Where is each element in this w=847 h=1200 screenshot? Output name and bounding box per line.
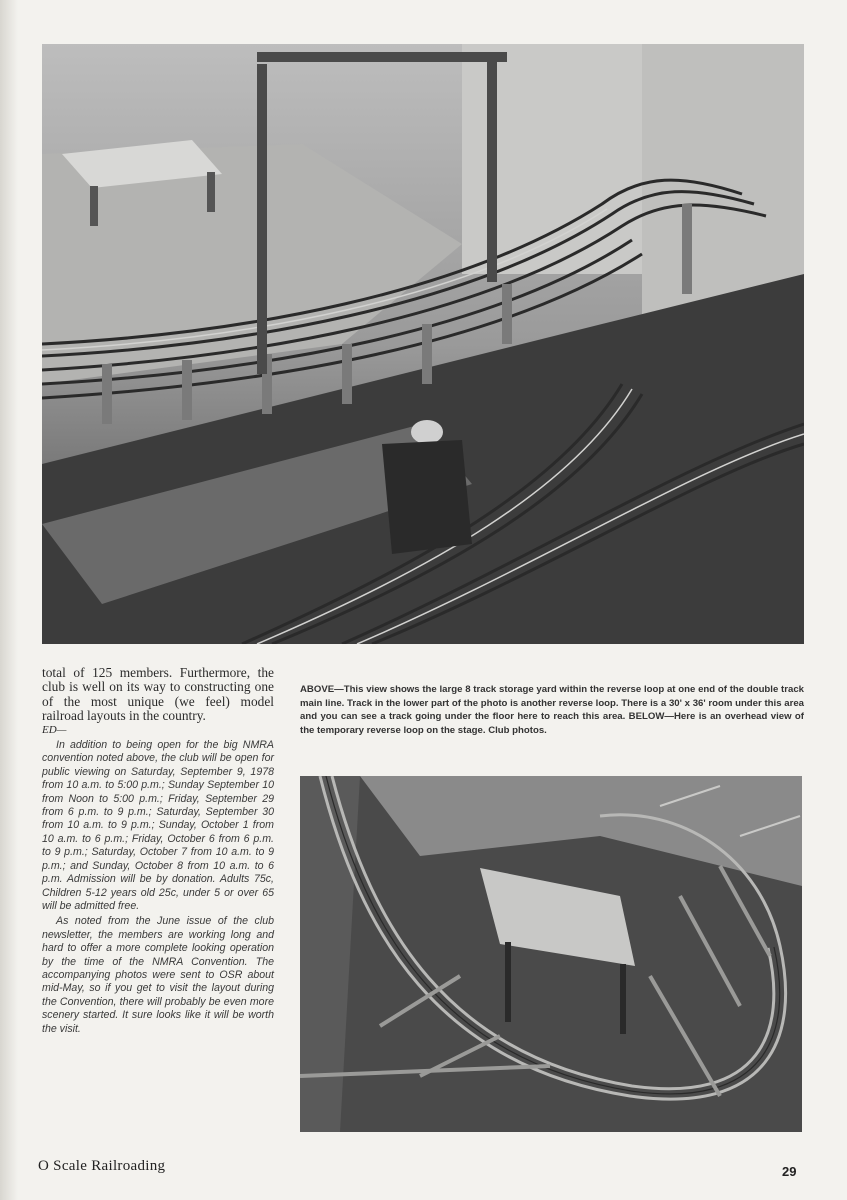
storage-yard-photo-drawing — [42, 44, 804, 644]
article-paragraph-newsletter: As noted from the June issue of the club newsletter, the members are working long and hard to offer a more complete looking operation by the time of the NMRA Convention. The accompanying photos were sent to OSR about mid-May, so if you get to visit the layout during the Convention, there will probably be even more scenery started. It sure looks like it will be worth the visit. — [42, 915, 274, 1035]
article-text-column — [42, 666, 274, 1038]
photo-caption: ABOVE—This view shows the large 8 track storage yard within the reverse loop at one end of the double track main line. Track in the lower part of the photo is another reverse loop. There is a 30' x 36' room under this area and you can see a track going under the floor here to reach this area. BELOW—Here is an overhead view of the temporary reverse loop on the stage. Club photos. — [300, 684, 804, 736]
article-lead-paragraph: total of 125 members. Furthermore, the club is well on its way to constructing one of the most unique (we feel) model railroad layouts in the country. — [42, 665, 274, 724]
reverse-loop-photo — [300, 776, 802, 1132]
reverse-loop-photo-drawing — [300, 776, 802, 1132]
magazine-title-footer: O Scale Railroading — [38, 1158, 166, 1174]
page-edge-shadow — [0, 0, 18, 1200]
storage-yard-photo — [42, 44, 804, 644]
page-number: 29 — [782, 1164, 797, 1179]
article-paragraph-open-dates: In addition to being open for the big NMRA convention noted above, the club will be open for public viewing on Saturday, September 9, 1978 from 10 a.m. to 5:00 p.m.; Sunday September 10 from Noon to 5:00 p.m.; Friday, September 29 from 6 p.m. to 9 p.m.; Saturday, September 30 from 10 a.m. to 9 p.m.; Sunday, October 1 from 10 a.m. to 6 p.m.; Friday, October 6 from 6 p.m. to 9 p.m.; Saturday, October 7 from 10 a.m. to 9 p.m.; and Sunday, October 8 from 10 a.m. to 6 p.m. Admission will be by donation. Adults 75c, Children 5-12 years old 25c, under 5 or over 65 will be admitted free. — [42, 739, 274, 912]
editor-signature: ED— — [42, 723, 67, 736]
